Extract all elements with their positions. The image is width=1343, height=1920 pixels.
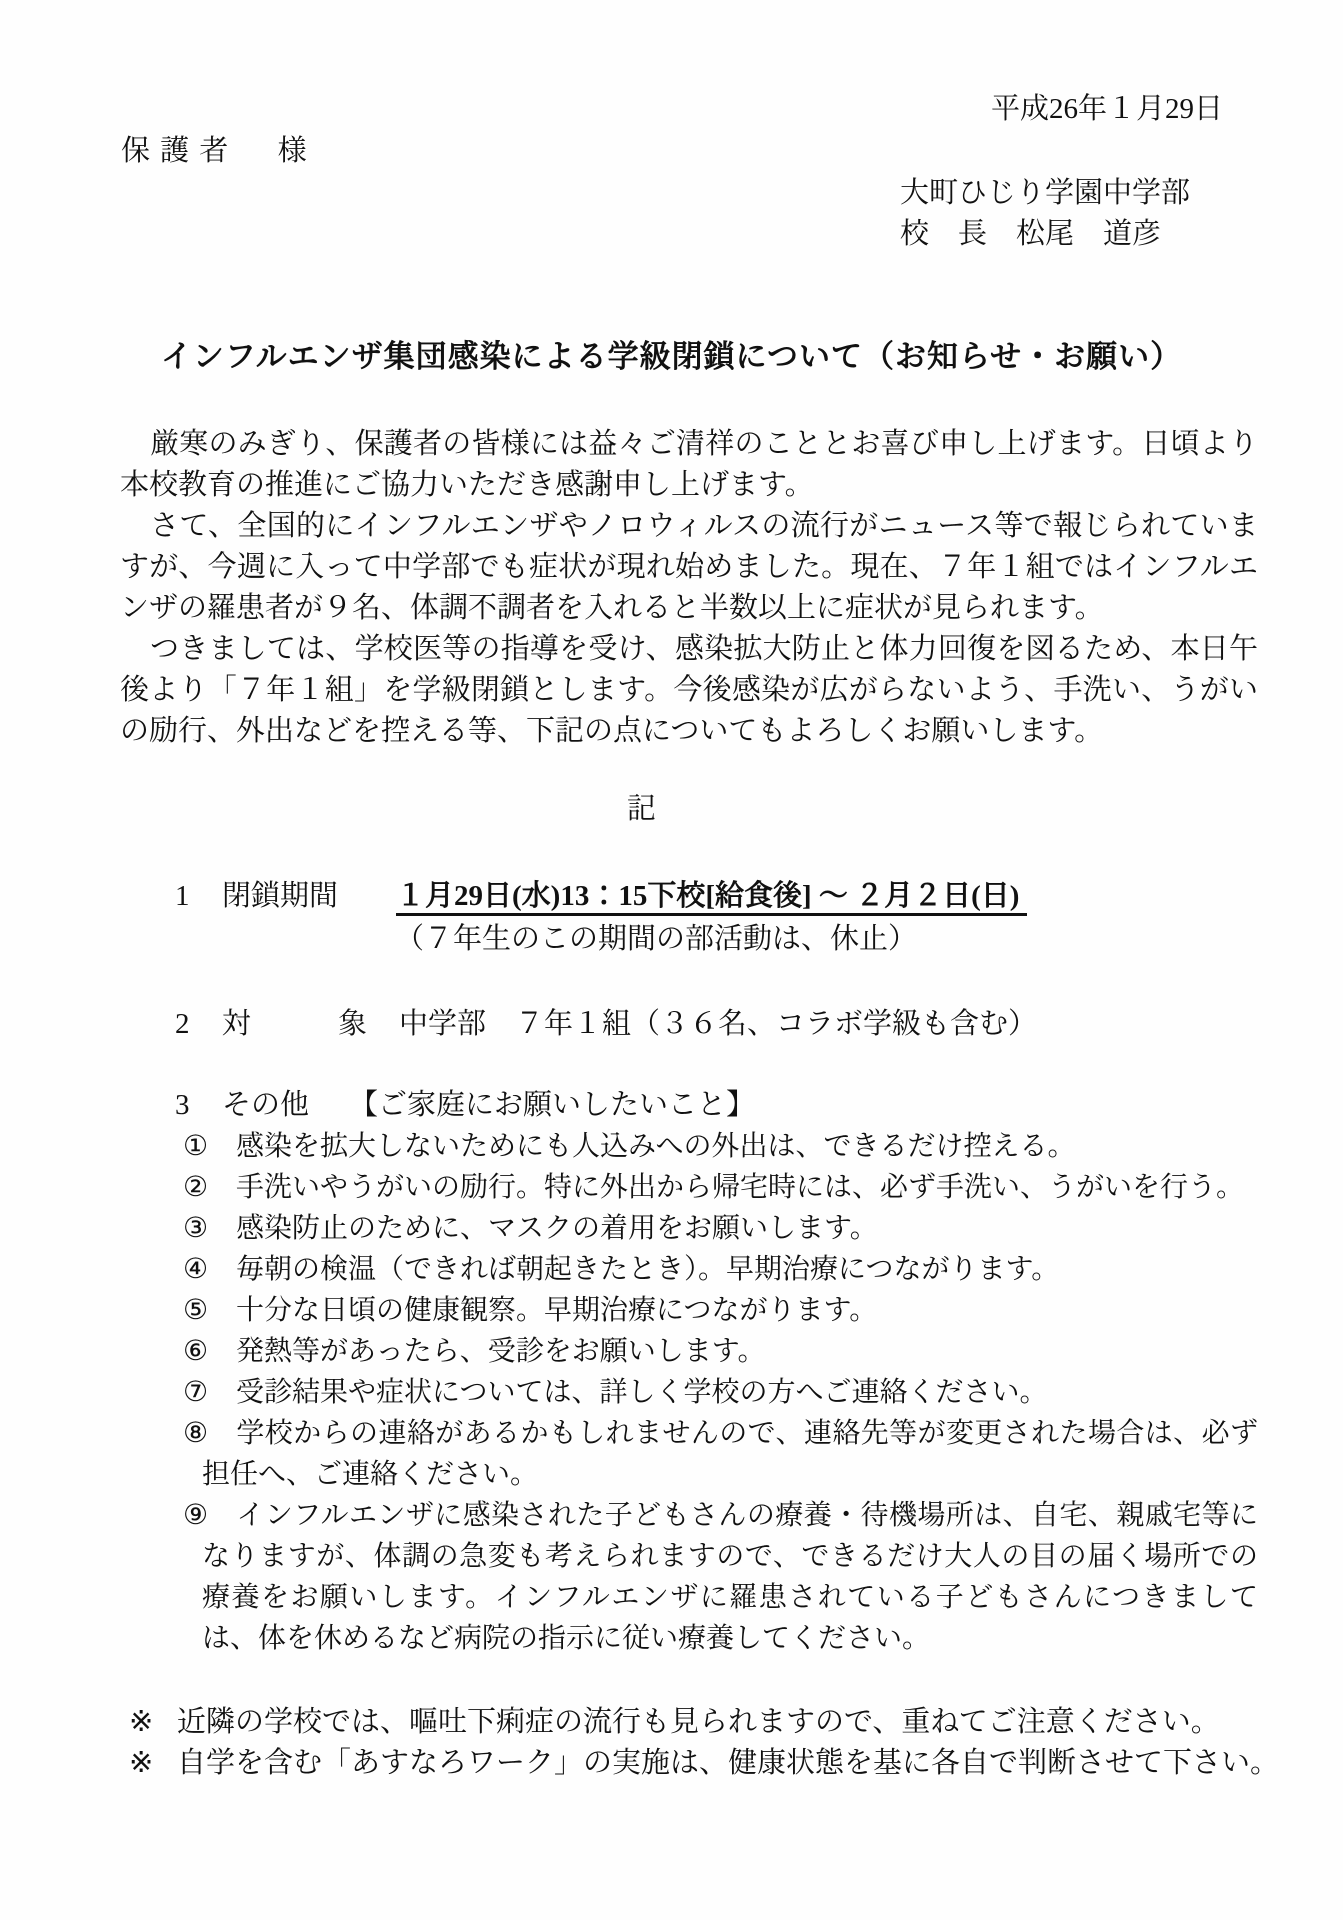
sender-org: 大町ひじり学園中学部 (900, 177, 1191, 209)
item-number: 3 (175, 1089, 190, 1121)
closure-period-row (175, 876, 1343, 917)
footnotes (129, 1702, 1303, 1784)
request-text: 感染防止のために、マスクの着用をお願いします。 (236, 1213, 878, 1244)
target-label: 対 象 (222, 1008, 368, 1040)
request-text: 十分な日頃の健康観察。早期治療につながります。 (236, 1295, 878, 1326)
request-item (183, 1413, 1258, 1495)
addressee: 保護者 様 (121, 135, 317, 167)
document-date: 平成26年１月29日 (990, 93, 1223, 125)
other-label: その他 (222, 1089, 310, 1121)
request-number: ④ (183, 1254, 209, 1285)
closure-period-value: １月29日(水)13：15下校[給食後] ～ ２月２日(日) (396, 880, 1027, 916)
greeting-paragraph: 厳寒のみぎり、保護者の皆様には益々ご清祥のこととお喜び申し上げます。日頃より本校教育の推進にご協力いただき感謝申し上げます。 (120, 428, 1258, 501)
sender-principal: 校 長 松尾 道彦 (900, 218, 1162, 250)
reference-mark: ※ (129, 1706, 154, 1738)
closure-period-note: （７年生のこの期間の部活動は、休止） (395, 923, 918, 955)
item-number: 1 (175, 880, 190, 912)
closure-period-label: 閉鎖期間 (222, 880, 339, 912)
request-text: インフルエンザに感染された子どもさんの療養・待機場所は、自宅、親戚宅等になりますが、体調の急変も考えられますので、できるだけ大人の目の届く場所での療養をお願いします。インフルエンザに羅患されている子どもさんにつきましては、体を休めるなど病院の指示に従い療養してください。 (202, 1500, 1258, 1654)
request-text: 学校からの連絡があるかもしれませんので、連絡先等が変更された場合は、必ず担任へ、ご連絡ください。 (202, 1418, 1258, 1490)
situation-paragraph: さて、全国的にインフルエンザやノロウィルスの流行がニュース等で報じられていますが、今週に入って中学部でも症状が現れ始めました。現在、７年１組ではインフルエンザの羅患者が９名、体調不調者を入れると半数以上に症状が見られます。 (120, 510, 1258, 624)
other-value: 【ご家庭にお願いしたいこと】 (349, 1089, 756, 1121)
closure-announcement-paragraph: つきましては、学校医等の指導を受け、感染拡大防止と体力回復を図るため、本日午後より「７年１組」を学級閉鎖とします。今後感染が広がらないよう、手洗い、うがいの励行、外出などを控える等、下記の点についてもよろしくお願いします。 (120, 633, 1258, 747)
request-item (183, 1249, 1258, 1290)
request-number: ① (183, 1131, 209, 1162)
request-item (183, 1495, 1258, 1659)
body-text (120, 424, 1258, 752)
request-item (183, 1372, 1258, 1413)
request-number: ③ (183, 1213, 209, 1244)
reference-mark: ※ (129, 1747, 154, 1779)
household-requests-list (183, 1126, 1258, 1659)
request-number: ⑥ (183, 1336, 209, 1367)
footnote-text: 近隣の学校では、嘔吐下痢症の流行も見られますので、重ねてご注意ください。 (177, 1706, 1220, 1738)
request-text: 毎朝の検温（できれば朝起きたとき）。早期治療につながります。 (236, 1254, 1060, 1285)
request-number: ② (183, 1172, 209, 1203)
target-value: 中学部 ７年１組（３６名、コラボ学級も含む） (399, 1008, 1038, 1040)
other-row (175, 1085, 1343, 1126)
document-title: インフルエンザ集団感染による学級閉鎖について（お知らせ・お願い） (160, 339, 1183, 374)
request-item (183, 1126, 1258, 1167)
item-number: 2 (175, 1008, 190, 1040)
request-text: 手洗いやうがいの励行。特に外出から帰宅時には、必ず手洗い、うがいを行う。 (236, 1172, 1245, 1203)
target-row (175, 1004, 1343, 1045)
request-item (183, 1290, 1258, 1331)
request-text: 発熱等があったら、受診をお願いします。 (236, 1336, 766, 1367)
record-marker: 記 (626, 793, 656, 825)
request-text: 受診結果や症状については、詳しく学校の方へご連絡ください。 (236, 1377, 1048, 1408)
footnote-text: 自学を含む「あすなろワーク」の実施は、健康状態を基に各自で判断させて下さい。 (177, 1747, 1280, 1779)
request-item (183, 1208, 1258, 1249)
request-number: ⑦ (183, 1377, 209, 1408)
request-item (183, 1167, 1258, 1208)
request-number: ⑤ (183, 1295, 209, 1326)
request-item (183, 1331, 1258, 1372)
request-text: 感染を拡大しないためにも人込みへの外出は、できるだけ控える。 (236, 1131, 1076, 1162)
footnote-item (129, 1743, 1303, 1784)
sender-block (900, 173, 1343, 255)
request-number: ⑨ (183, 1500, 209, 1531)
request-number: ⑧ (183, 1418, 209, 1449)
footnote-item (129, 1702, 1303, 1743)
